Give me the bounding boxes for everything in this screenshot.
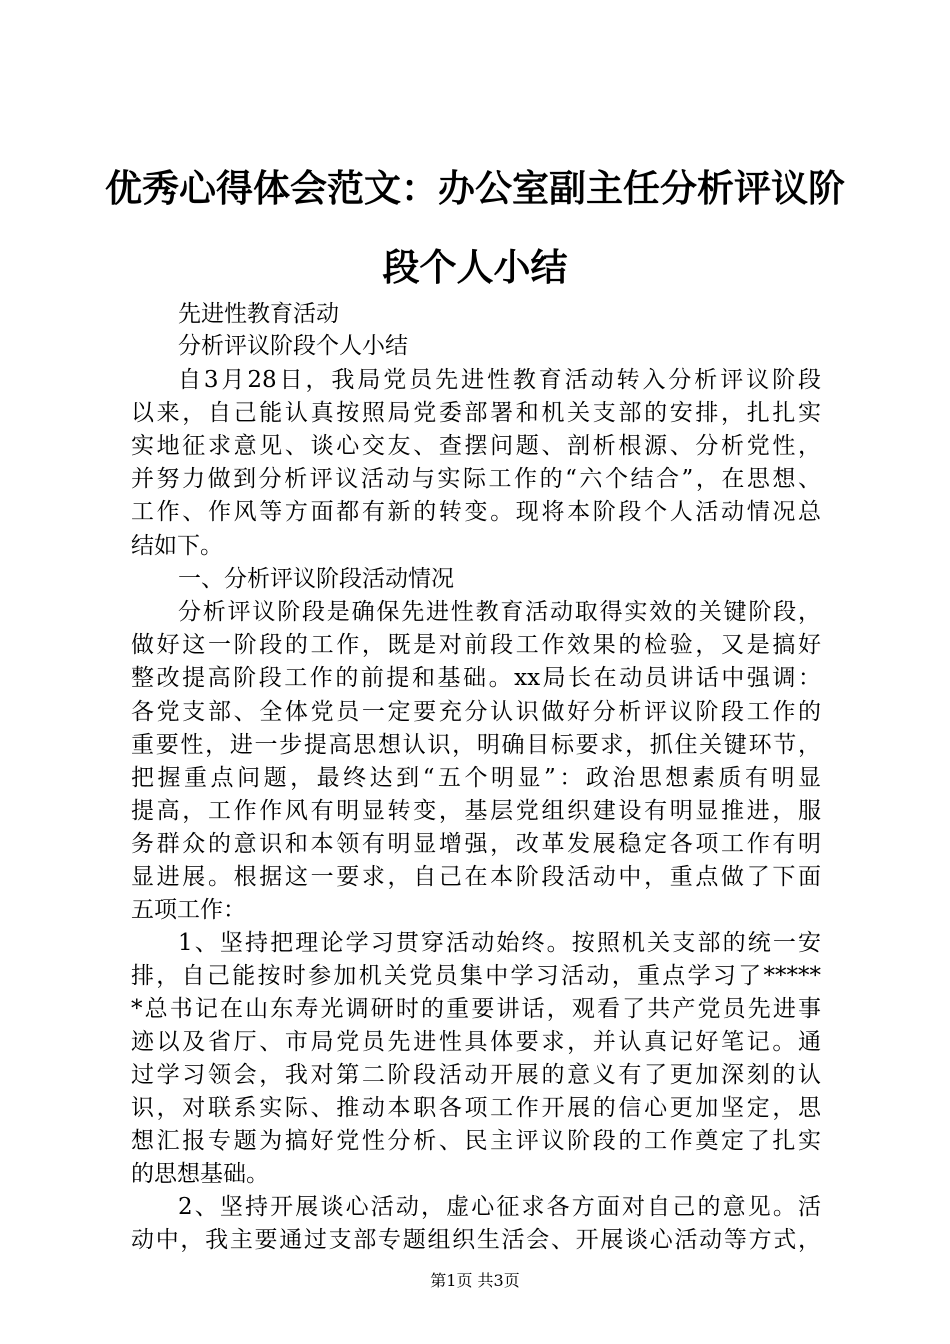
paragraph-line: 结如下。	[131, 533, 223, 559]
document-title-line-2: 段个人小结	[382, 245, 568, 289]
paragraph-line: 过学习领会，我对第二阶段活动开展的意义有了更加深刻的认	[131, 1062, 821, 1088]
page-number-footer: 第1页 共3页	[430, 1271, 520, 1290]
paragraph-line: 动中，我主要通过支部专题组织生活会、开展谈心活动等方式，	[131, 1227, 821, 1253]
paragraph-line: 自3月28日，我局党员先进性教育活动转入分析评议阶段	[178, 367, 821, 393]
paragraph-line: 的思想基础。	[131, 1161, 269, 1187]
paragraph-line: 五项工作：	[131, 897, 246, 923]
paragraph-line: 实地征求意见、谈心交友、查摆问题、剖析根源、分析党性，	[131, 433, 821, 459]
paragraph-line: 提高，工作作风有明显转变，基层党组织建设有明显推进，服	[131, 798, 821, 824]
paragraph-line: *总书记在山东寿光调研时的重要讲话，观看了共产党员先进事	[131, 996, 821, 1022]
paragraph-line: 各党支部、全体党员一定要充分认识做好分析评议阶段工作的	[131, 699, 821, 725]
subtitle-activity: 先进性教育活动	[178, 301, 339, 327]
section-heading: 一、分析评议阶段活动情况	[178, 566, 454, 592]
paragraph-line: 1、坚持把理论学习贯穿活动始终。按照机关支部的统一安	[178, 930, 821, 956]
paragraph-line: 整改提高阶段工作的前提和基础。xx局长在动员讲话中强调：	[131, 665, 821, 691]
paragraph-line: 迹以及省厅、市局党员先进性具体要求，并认真记好笔记。通	[131, 1029, 821, 1055]
paragraph-line: 识，对联系实际、推动本职各项工作开展的信心更加坚定，思	[131, 1095, 821, 1121]
paragraph-line: 工作、作风等方面都有新的转变。现将本阶段个人活动情况总	[131, 499, 821, 525]
subtitle-summary: 分析评议阶段个人小结	[178, 333, 408, 359]
document-title-line-1: 优秀心得体会范文：办公室副主任分析评议阶	[105, 166, 845, 210]
paragraph-line: 把握重点问题，最终达到“五个明显”：政治思想素质有明显	[131, 765, 821, 791]
paragraph-line: 2、坚持开展谈心活动，虚心征求各方面对自己的意见。活	[178, 1194, 821, 1220]
paragraph-line: 重要性，进一步提高思想认识，明确目标要求，抓住关键环节，	[131, 732, 821, 758]
paragraph-line: 分析评议阶段是确保先进性教育活动取得实效的关键阶段，	[178, 599, 821, 625]
paragraph-line: 想汇报专题为搞好党性分析、民主评议阶段的工作奠定了扎实	[131, 1128, 821, 1154]
paragraph-line: 排，自己能按时参加机关党员集中学习活动，重点学习了*****	[131, 963, 821, 989]
paragraph-line: 务群众的意识和本领有明显增强，改革发展稳定各项工作有明	[131, 831, 821, 857]
paragraph-line: 以来，自己能认真按照局党委部署和机关支部的安排，扎扎实	[131, 400, 821, 426]
paragraph-line: 显进展。根据这一要求，自己在本阶段活动中，重点做了下面	[131, 864, 821, 890]
paragraph-line: 做好这一阶段的工作，既是对前段工作效果的检验，又是搞好	[131, 632, 821, 658]
paragraph-line: 并努力做到分析评议活动与实际工作的“六个结合”，在思想、	[131, 466, 821, 492]
